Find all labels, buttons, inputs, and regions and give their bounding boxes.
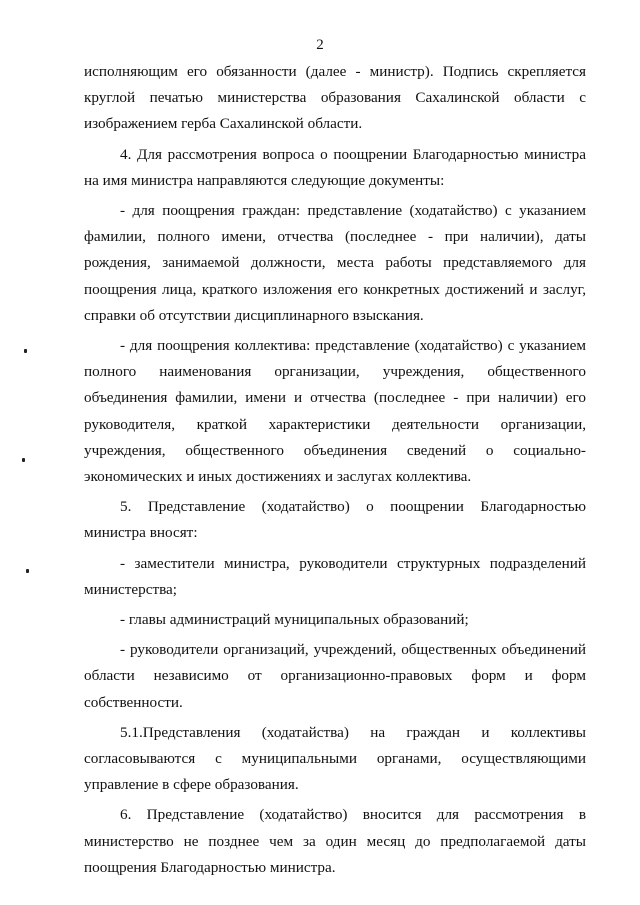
- scan-mark: [22, 458, 25, 462]
- paragraph-item-5-1: 5.1.Представления (ходатайства) на граждан и коллективы согласовываются с муниципальными органами, осуществляющими управление в сфере образования.: [84, 723, 586, 794]
- paragraph-citizens-documents: - для поощрения граждан: представление (ходатайство) с указанием фамилии, полного имени, отчества (последнее - при наличии), даты рождения, занимаемой должности, места работы представляемого для поощрения лица, краткого изложения его конкретных достижений и заслуг, справки об отсутствии дисциплинарного взыскания.: [84, 202, 586, 324]
- paragraph-deputy-ministers: - заместители министра, руководители структурных подразделений министерства;: [84, 554, 586, 598]
- paragraph-item-5: 5. Представление (ходатайство) о поощрении Благодарностью министра вносят:: [84, 498, 586, 542]
- scan-mark: [24, 349, 27, 353]
- paragraph-item-4: 4. Для рассмотрения вопроса о поощрении Благодарностью министра на имя министра направляются следующие документы:: [84, 145, 586, 189]
- paragraph-collective-documents: - для поощрения коллектива: представление (ходатайство) с указанием полного наименования организации, учреждения, общественного объединения фамилии, имени и отчества (последнее - при наличии) его руководителя, краткой характеристики деятельности организации, учреждения, общественного объединения сведений о социально-экономических и иных достижениях и заслугах коллектива.: [84, 337, 586, 486]
- scan-mark: [26, 569, 29, 573]
- page-number: 2: [316, 37, 324, 53]
- paragraph-continuation: исполняющим его обязанности (далее - министр). Подпись скрепляется круглой печатью министерства образования Сахалинской области с изображением герба Сахалинской области.: [84, 63, 586, 133]
- paragraph-organization-heads: - руководители организаций, учреждений, общественных объединений области независимо от организационно-правовых форм и форм собственности.: [84, 641, 586, 711]
- paragraph-item-6: 6. Представление (ходатайство) вносится для рассмотрения в министерство не позднее чем за один месяц до предполагаемой даты поощрения Благодарностью министра.: [84, 806, 586, 876]
- document-body: [84, 59, 586, 881]
- paragraph-municipal-heads: - главы администраций муниципальных образований;: [120, 611, 469, 629]
